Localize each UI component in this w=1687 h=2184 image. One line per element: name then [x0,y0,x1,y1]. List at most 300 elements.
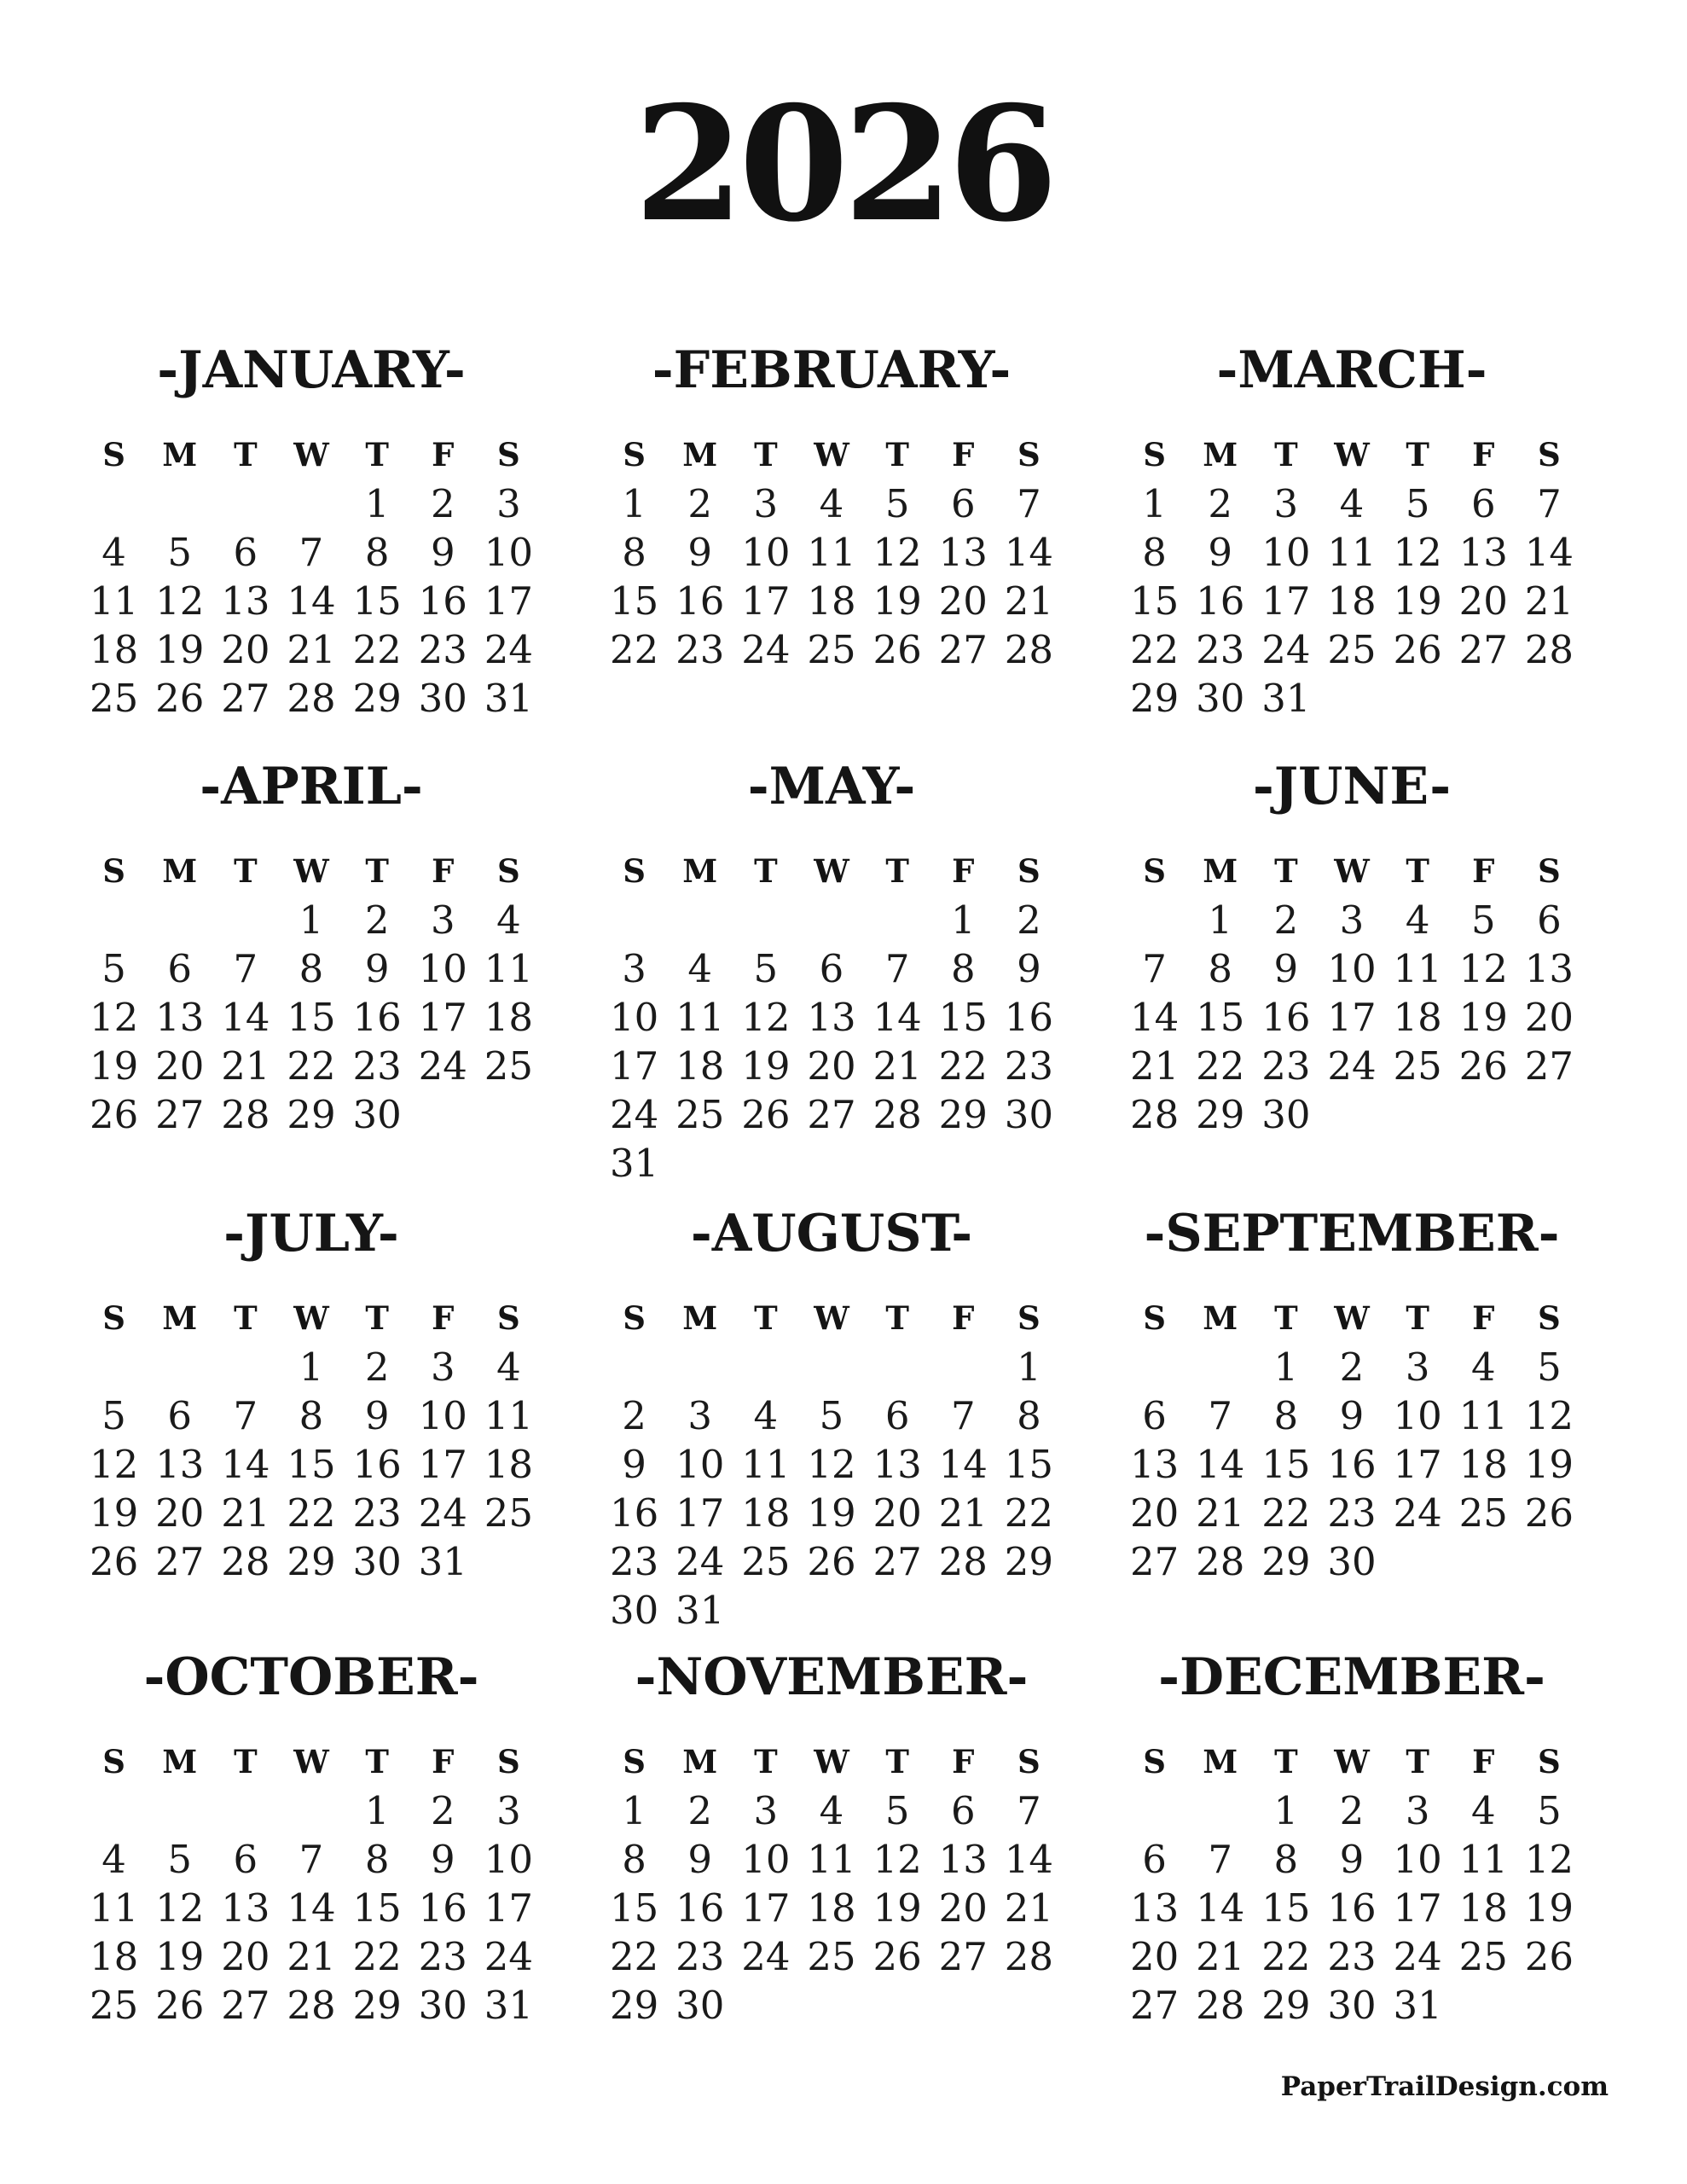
date-cell: 9 [430,530,455,575]
date-cell: 6 [1537,897,1562,943]
weekday-header: M [162,436,198,473]
date-cell: 4 [1405,897,1430,943]
date-cell: 17 [1261,578,1311,624]
date-cell: 1 [1142,481,1167,526]
weekday-header: W [293,1743,329,1780]
date-cell: 2 [1339,1788,1365,1833]
date-cell: 18 [1458,1885,1508,1931]
date-cell: 25 [484,1490,534,1536]
date-cell: 17 [675,1490,725,1536]
date-cell: 16 [1004,995,1054,1040]
date-cell: 22 [609,1934,659,1979]
footer-credit: PaperTrailDesign.com [1280,2071,1609,2102]
date-cell: 15 [352,1885,402,1931]
date-cell: 11 [807,530,856,575]
date-cell: 24 [484,1934,534,1979]
weekday-header: F [952,436,975,473]
weekday-header: F [952,1299,975,1337]
date-cell: 21 [221,1043,270,1089]
date-cell: 24 [1393,1490,1442,1536]
date-cell: 7 [233,946,258,991]
date-cell: 30 [418,1983,467,2028]
date-cell: 18 [89,1934,139,1979]
date-cell: 5 [753,946,779,991]
date-cell: 16 [352,1442,402,1487]
date-cell: 12 [1524,1837,1574,1882]
weekday-header: S [1017,436,1041,473]
date-cell: 15 [287,995,336,1040]
date-cell: 20 [221,1934,270,1979]
date-cell: 6 [884,1393,910,1438]
date-cell: 26 [155,1983,205,2028]
weekday-header: M [682,852,718,890]
date-cell: 14 [287,1885,336,1931]
weekday-header: S [1143,1743,1166,1780]
weekday-header: W [293,852,329,890]
date-cell: 3 [1405,1788,1430,1833]
date-cell: 5 [1470,897,1496,943]
date-cell: 23 [1327,1490,1377,1536]
date-cell: 25 [484,1043,534,1089]
date-cell: 21 [1196,1490,1245,1536]
date-cell: 1 [299,897,324,943]
weekday-header: T [1274,1299,1298,1337]
date-cell: 10 [418,946,467,991]
date-cell: 7 [1537,481,1562,526]
weekday-header: M [1203,1743,1238,1780]
date-cell: 21 [1004,578,1054,624]
date-cell: 1 [622,1788,646,1833]
date-cell: 2 [1273,897,1299,943]
weekday-header: F [1472,1743,1495,1780]
date-cell: 14 [221,1442,270,1487]
date-cell: 13 [155,1442,205,1487]
date-cell: 3 [496,481,521,526]
date-cell: 10 [484,530,534,575]
date-cell: 21 [287,1934,336,1979]
date-cell: 28 [1196,1983,1245,2028]
empty-cell [733,896,798,944]
weekday-header: F [1472,1299,1495,1337]
empty-cell [81,1786,147,1835]
date-cell: 27 [807,1092,856,1137]
date-cell: 15 [1004,1442,1054,1487]
date-cell: 14 [938,1442,988,1487]
weekday-header: T [365,436,389,473]
date-cell: 19 [872,1885,922,1931]
date-cell: 24 [1327,1043,1377,1089]
weekday-header: S [1538,852,1561,890]
date-cell: 4 [1339,481,1365,526]
month-february [601,341,1062,674]
date-cell: 3 [430,1345,455,1390]
empty-cell [278,479,344,528]
date-cell: 28 [221,1092,270,1137]
weekday-header: S [1017,1743,1041,1780]
date-cell: 22 [352,627,402,672]
date-cell: 18 [484,1442,534,1487]
weekday-header: T [234,1299,258,1337]
date-cell: 14 [287,578,336,624]
date-cell: 7 [1208,1837,1233,1882]
date-cell: 23 [609,1539,659,1584]
month-title: -OCTOBER- [143,1647,479,1707]
month-title: -JULY- [223,1204,399,1263]
date-cell: 27 [1524,1043,1574,1089]
date-cell: 1 [1208,897,1233,943]
date-cell: 20 [1458,578,1508,624]
date-cell: 7 [1017,1788,1041,1833]
date-cell: 10 [1327,946,1377,991]
month-grid [1122,431,1582,723]
date-cell: 3 [1405,1345,1430,1390]
date-cell: 18 [89,627,139,672]
weekday-header: T [1406,1299,1429,1337]
weekday-header: S [1143,436,1166,473]
date-cell: 3 [753,481,779,526]
date-cell: 11 [1458,1393,1508,1438]
weekday-header: F [1472,852,1495,890]
date-cell: 4 [1470,1788,1496,1833]
date-cell: 13 [1129,1442,1180,1487]
month-july [81,1205,542,1586]
weekday-header: S [623,1743,646,1780]
date-cell: 18 [807,578,856,624]
date-cell: 19 [1524,1442,1574,1487]
weekday-header: W [293,436,329,473]
date-cell: 8 [299,1393,324,1438]
weekday-header: W [814,436,849,473]
weekday-header: T [754,852,778,890]
date-cell: 6 [950,481,976,526]
date-cell: 25 [1458,1934,1508,1979]
date-cell: 23 [1261,1043,1311,1089]
date-cell: 18 [807,1885,856,1931]
date-cell: 11 [741,1442,791,1487]
date-cell: 22 [609,627,659,672]
weekday-header: T [365,1299,389,1337]
date-cell: 15 [609,578,659,624]
date-cell: 15 [352,578,402,624]
date-cell: 9 [1339,1837,1365,1882]
date-cell: 17 [741,578,791,624]
date-cell: 29 [1261,1539,1311,1584]
date-cell: 5 [884,1788,910,1833]
empty-cell [798,896,864,944]
weekday-header: S [1143,1299,1166,1337]
weekday-header: W [814,852,849,890]
date-cell: 23 [418,627,467,672]
empty-cell [1122,896,1187,944]
date-cell: 13 [938,1837,988,1882]
date-cell: 27 [1458,627,1508,672]
date-cell: 26 [89,1539,139,1584]
weekday-header: W [1334,852,1370,890]
date-cell: 29 [938,1092,988,1137]
date-cell: 15 [938,995,988,1040]
date-cell: 6 [819,946,844,991]
month-january [81,341,542,723]
date-cell: 18 [1393,995,1442,1040]
date-cell: 22 [1261,1490,1311,1536]
date-cell: 14 [221,995,270,1040]
date-cell: 5 [101,1393,126,1438]
month-grid [1122,1294,1582,1586]
date-cell: 13 [221,1885,270,1931]
date-cell: 28 [1196,1539,1245,1584]
date-cell: 23 [675,627,725,672]
date-cell: 2 [1339,1345,1365,1390]
date-cell: 27 [938,1934,988,1979]
month-grid [81,431,542,723]
date-cell: 3 [1273,481,1299,526]
date-cell: 14 [1196,1442,1245,1487]
date-cell: 1 [1273,1345,1299,1390]
date-cell: 24 [741,1934,791,1979]
month-title: -MAY- [747,757,916,816]
date-cell: 17 [741,1885,791,1931]
weekday-header: M [162,1743,198,1780]
date-cell: 13 [1524,946,1574,991]
date-cell: 7 [884,946,910,991]
date-cell: 30 [418,676,467,721]
date-cell: 7 [299,530,324,575]
date-cell: 27 [221,1983,270,2028]
date-cell: 20 [221,627,270,672]
date-cell: 12 [89,995,139,1040]
weekday-header: M [162,852,198,890]
date-cell: 15 [287,1442,336,1487]
empty-cell [601,1343,667,1391]
empty-cell [81,479,147,528]
date-cell: 2 [1017,897,1041,943]
empty-cell [147,1786,212,1835]
date-cell: 10 [484,1837,534,1882]
date-cell: 14 [1524,530,1574,575]
date-cell: 12 [1458,946,1508,991]
date-cell: 8 [622,530,646,575]
empty-cell [1122,1786,1187,1835]
date-cell: 17 [609,1043,659,1089]
empty-cell [147,1343,212,1391]
date-cell: 16 [675,578,725,624]
date-cell: 8 [1017,1393,1041,1438]
date-cell: 21 [1524,578,1574,624]
weekday-header: F [952,852,975,890]
date-cell: 6 [233,530,258,575]
weekday-header: S [1143,852,1166,890]
date-cell: 15 [1129,578,1180,624]
date-cell: 17 [418,995,467,1040]
date-cell: 17 [1393,1442,1442,1487]
weekday-header: M [1203,436,1238,473]
empty-cell [733,1343,798,1391]
month-grid [1122,847,1582,1139]
month-grid [81,1738,542,2030]
date-cell: 26 [1524,1934,1574,1979]
date-cell: 8 [1142,530,1167,575]
date-cell: 2 [430,1788,455,1833]
weekday-header: M [162,1299,198,1337]
date-cell: 20 [155,1490,205,1536]
weekday-header: T [365,852,389,890]
date-cell: 26 [155,676,205,721]
date-cell: 25 [89,676,139,721]
date-cell: 18 [1327,578,1377,624]
date-cell: 12 [155,578,205,624]
empty-cell [212,479,278,528]
date-cell: 29 [287,1092,336,1137]
date-cell: 12 [89,1442,139,1487]
date-cell: 9 [364,1393,390,1438]
date-cell: 16 [609,1490,659,1536]
month-grid [1122,1738,1582,2030]
weekday-header: M [1203,1299,1238,1337]
date-cell: 30 [352,1539,402,1584]
date-cell: 24 [609,1092,659,1137]
date-cell: 3 [622,946,646,991]
date-cell: 30 [1327,1983,1377,2028]
month-august [601,1205,1062,1635]
date-cell: 16 [1196,578,1245,624]
date-cell: 4 [1470,1345,1496,1390]
date-cell: 23 [352,1043,402,1089]
date-cell: 10 [1261,530,1311,575]
empty-cell [81,1343,147,1391]
empty-cell [147,479,212,528]
date-cell: 30 [1004,1092,1054,1137]
date-cell: 26 [872,627,922,672]
month-march [1122,341,1582,723]
date-cell: 22 [1196,1043,1245,1089]
date-cell: 9 [364,946,390,991]
date-cell: 18 [1458,1442,1508,1487]
date-cell: 10 [1393,1837,1442,1882]
weekday-header: T [1274,1743,1298,1780]
date-cell: 14 [1004,530,1054,575]
date-cell: 2 [430,481,455,526]
date-cell: 9 [622,1442,646,1487]
weekday-header: F [952,1743,975,1780]
date-cell: 26 [1524,1490,1574,1536]
date-cell: 30 [1327,1539,1377,1584]
weekday-header: M [682,1299,718,1337]
date-cell: 17 [1327,995,1377,1040]
month-title: -FEBRUARY- [652,340,1012,400]
date-cell: 5 [167,1837,193,1882]
date-cell: 13 [155,995,205,1040]
weekday-header: M [682,1743,718,1780]
date-cell: 26 [872,1934,922,1979]
date-cell: 10 [418,1393,467,1438]
date-cell: 4 [753,1393,779,1438]
date-cell: 30 [1261,1092,1311,1137]
date-cell: 24 [675,1539,725,1584]
date-cell: 22 [352,1934,402,1979]
date-cell: 14 [1196,1885,1245,1931]
date-cell: 12 [872,1837,922,1882]
date-cell: 23 [352,1490,402,1536]
date-cell: 30 [1196,676,1245,721]
date-cell: 1 [1273,1788,1299,1833]
date-cell: 29 [609,1983,659,2028]
date-cell: 23 [1327,1934,1377,1979]
date-cell: 3 [496,1788,521,1833]
date-cell: 24 [1261,627,1311,672]
date-cell: 24 [1393,1934,1442,1979]
weekday-header: T [234,436,258,473]
date-cell: 21 [1196,1934,1245,1979]
date-cell: 1 [1017,1345,1041,1390]
weekday-header: M [1203,852,1238,890]
empty-cell [278,1786,344,1835]
date-cell: 13 [1458,530,1508,575]
date-cell: 14 [1004,1837,1054,1882]
date-cell: 27 [221,676,270,721]
date-cell: 16 [418,1885,467,1931]
date-cell: 8 [299,946,324,991]
date-cell: 6 [950,1788,976,1833]
empty-cell [212,1343,278,1391]
date-cell: 25 [675,1092,725,1137]
date-cell: 20 [807,1043,856,1089]
date-cell: 5 [819,1393,844,1438]
date-cell: 28 [1004,627,1054,672]
date-cell: 8 [1273,1393,1299,1438]
date-cell: 1 [299,1345,324,1390]
date-cell: 26 [1458,1043,1508,1089]
date-cell: 11 [675,995,725,1040]
weekday-header: S [1017,1299,1041,1337]
month-title: -AUGUST- [690,1204,973,1263]
date-cell: 3 [430,897,455,943]
empty-cell [212,896,278,944]
date-cell: 1 [622,481,646,526]
date-cell: 23 [418,1934,467,1979]
month-october [81,1648,542,2030]
weekday-header: M [682,436,718,473]
date-cell: 12 [872,530,922,575]
empty-cell [930,1343,996,1391]
empty-cell [81,896,147,944]
weekday-header: T [885,1743,909,1780]
date-cell: 28 [221,1539,270,1584]
date-cell: 28 [1004,1934,1054,1979]
date-cell: 4 [101,530,126,575]
date-cell: 22 [938,1043,988,1089]
date-cell: 9 [687,530,713,575]
date-cell: 25 [89,1983,139,2028]
date-cell: 11 [89,1885,139,1931]
weekday-header: T [1274,436,1298,473]
date-cell: 11 [1393,946,1442,991]
date-cell: 11 [89,578,139,624]
weekday-header: S [497,852,520,890]
date-cell: 16 [1327,1442,1377,1487]
date-cell: 27 [155,1092,205,1137]
date-cell: 26 [807,1539,856,1584]
date-cell: 5 [101,946,126,991]
date-cell: 9 [1208,530,1233,575]
weekday-header: S [497,1299,520,1337]
date-cell: 27 [155,1539,205,1584]
month-title: -APRIL- [200,757,423,816]
date-cell: 20 [1524,995,1574,1040]
month-grid [601,1738,1062,2030]
weekday-header: W [814,1299,849,1337]
weekday-header: S [1017,852,1041,890]
date-cell: 22 [1129,627,1180,672]
